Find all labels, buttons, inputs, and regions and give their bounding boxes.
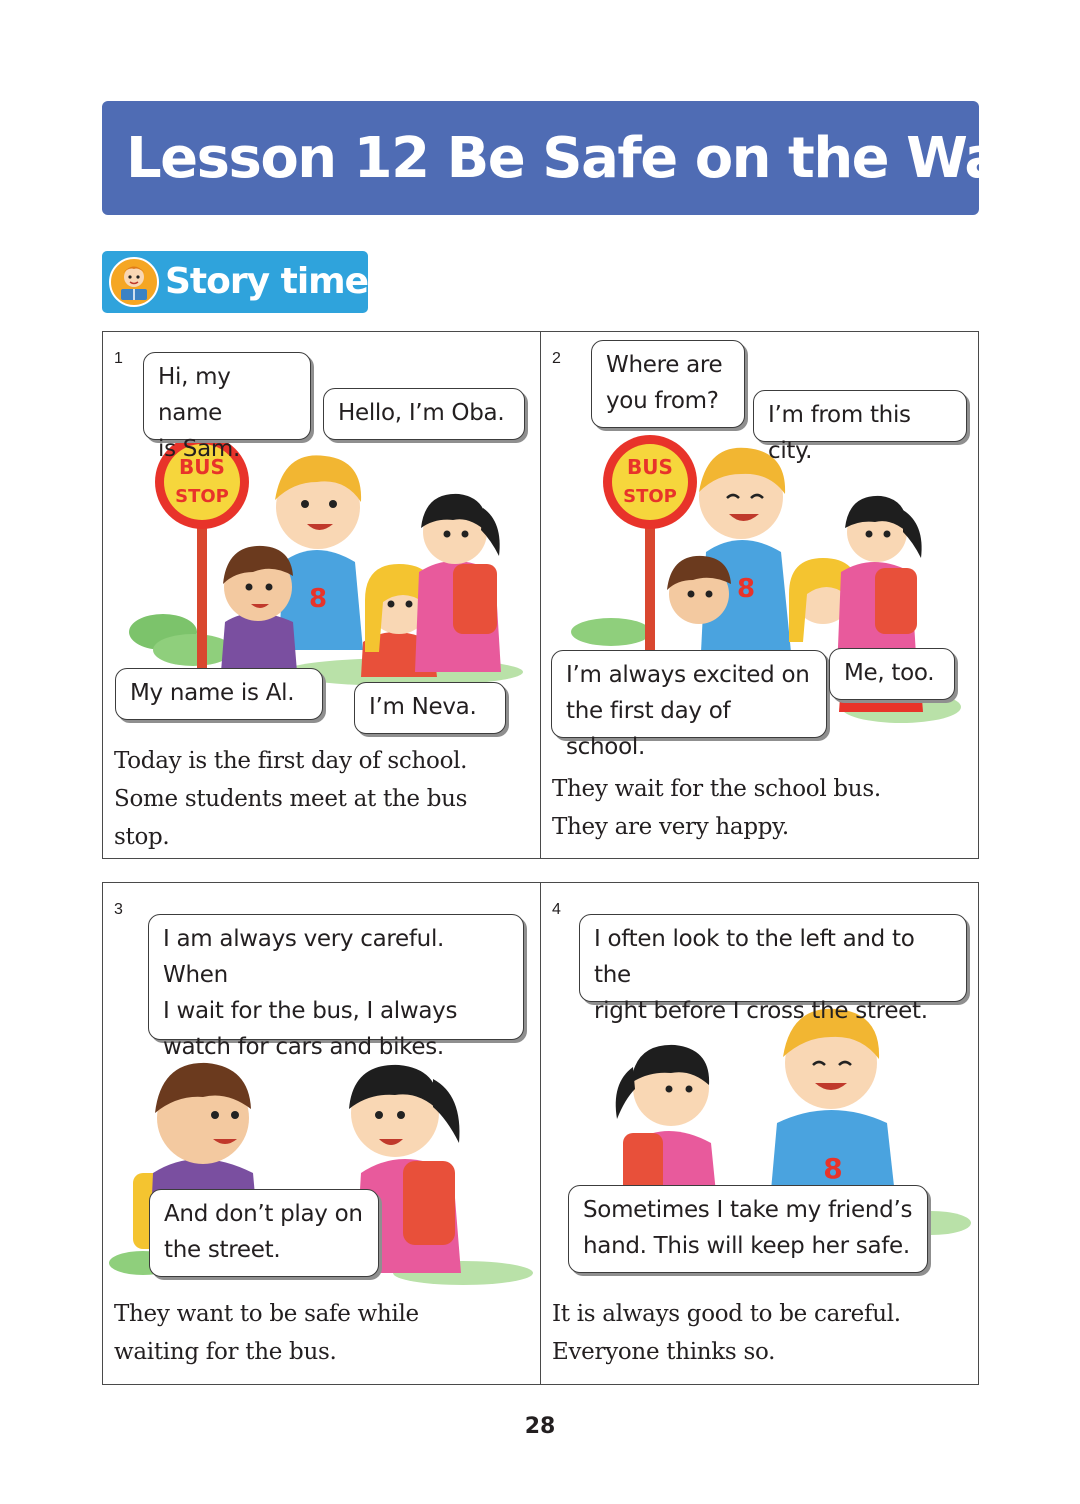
bus-sign-word-2: STOP <box>623 486 677 507</box>
lesson-title: Lesson 12 Be Safe on the Way <box>126 126 1035 191</box>
speech-bubble-look-both-ways: I often look to the left and to the right before I cross the street. <box>579 914 967 1002</box>
panel-caption: They wait for the school bus. They are very happy. <box>552 776 881 840</box>
speech-bubble-question: Where are you from? <box>591 340 745 428</box>
story-panel-4 <box>540 882 979 1385</box>
bus-sign-word-1: BUS <box>627 455 673 479</box>
panel-number: 2 <box>552 350 561 367</box>
svg-text:8: 8 <box>308 584 328 614</box>
svg-text:8: 8 <box>736 574 756 604</box>
story-panel-3 <box>102 882 541 1385</box>
speech-bubble-hold-hand: Sometimes I take my friend’s hand. This will keep her safe. <box>568 1185 928 1273</box>
section-label: Story time <box>165 261 369 302</box>
svg-text:8: 8 <box>823 1152 843 1185</box>
speech-bubble-answer: I’m from this city. <box>753 390 967 442</box>
speech-bubble-neva: I’m Neva. <box>354 682 506 734</box>
panel-caption: It is always good to be careful. Everyone thinks so. <box>552 1301 901 1365</box>
speech-bubble-dont-play: And don’t play on the street. <box>149 1189 379 1277</box>
story-panel-2 <box>540 331 979 859</box>
panel-caption: They want to be safe while waiting for the bus. <box>114 1301 419 1365</box>
panel-number: 1 <box>114 350 123 367</box>
panel-number: 3 <box>114 901 123 918</box>
story-time-badge <box>102 251 368 313</box>
reading-boy-icon <box>108 256 160 308</box>
speech-bubble-me-too: Me, too. <box>829 648 955 700</box>
lesson-title-bar <box>102 101 1035 215</box>
story-panel-1 <box>102 331 541 859</box>
speech-bubble-excited: I’m always excited on the first day of school. <box>551 650 827 738</box>
page-number: 28 <box>524 1414 556 1439</box>
panel-caption: Today is the first day of school. Some students meet at the bus stop. <box>114 748 468 850</box>
speech-bubble-oba: Hello, I’m Oba. <box>323 388 525 440</box>
speech-bubble-sam: Hi, my name is Sam. <box>143 352 311 440</box>
speech-bubble-careful: I am always very careful. When I wait for the bus, I always watch for cars and bikes. <box>148 914 524 1040</box>
speech-bubble-al: My name is Al. <box>115 668 323 720</box>
panel-number: 4 <box>552 901 561 918</box>
bus-sign-word-2: STOP <box>175 486 229 507</box>
bus-sign-word-1: BUS <box>179 455 225 479</box>
